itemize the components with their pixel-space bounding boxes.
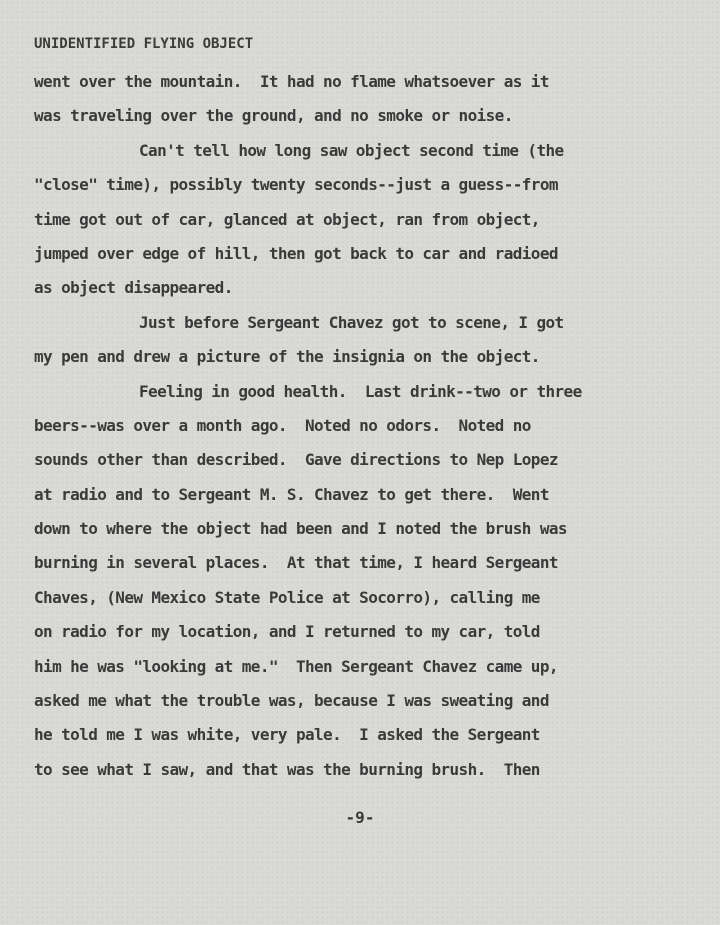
text-line: Feeling in good health. Last drink--two or three [139, 381, 582, 401]
text-line: him he was "looking at me." Then Sergeant Chavez came up, [34, 656, 558, 676]
text-line: as object disappeared. [34, 278, 233, 298]
text-line: asked me what the trouble was, because I was sweating and [34, 691, 549, 711]
text-line: was traveling over the ground, and no smoke or noise. [34, 106, 513, 126]
text-line: "close" time), possibly twenty seconds--just a guess--from [34, 175, 558, 195]
document-heading: UNIDENTIFIED FLYING OBJECT [34, 36, 254, 52]
text-line: at radio and to Sergeant M. S. Chavez to get there. Went [34, 484, 549, 504]
text-line: Can't tell how long saw object second time (the [139, 140, 564, 160]
text-line: down to where the object had been and I noted the brush was [34, 519, 567, 539]
text-line: Just before Sergeant Chavez got to scene, I got [139, 312, 564, 332]
text-line: time got out of car, glanced at object, ran from object, [34, 209, 540, 229]
text-line: beers--was over a month ago. Noted no odors. Noted no [34, 415, 531, 435]
text-line: my pen and drew a picture of the insignia on the object. [34, 347, 540, 367]
text-line: Chaves, (New Mexico State Police at Socorro), calling me [34, 587, 540, 607]
page-number: -9- [345, 808, 375, 827]
text-line: on radio for my location, and I returned to my car, told [34, 622, 540, 642]
document-body [34, 65, 684, 787]
text-line: to see what I saw, and that was the burning brush. Then [34, 759, 540, 779]
text-line: burning in several places. At that time, I heard Sergeant [34, 553, 558, 573]
text-line: went over the mountain. It had no flame whatsoever as it [34, 72, 549, 91]
text-line: sounds other than described. Gave directions to Nep Lopez [34, 450, 558, 470]
text-line: jumped over edge of hill, then got back to car and radioed [34, 243, 558, 263]
text-line: he told me I was white, very pale. I asked the Sergeant [34, 725, 540, 745]
